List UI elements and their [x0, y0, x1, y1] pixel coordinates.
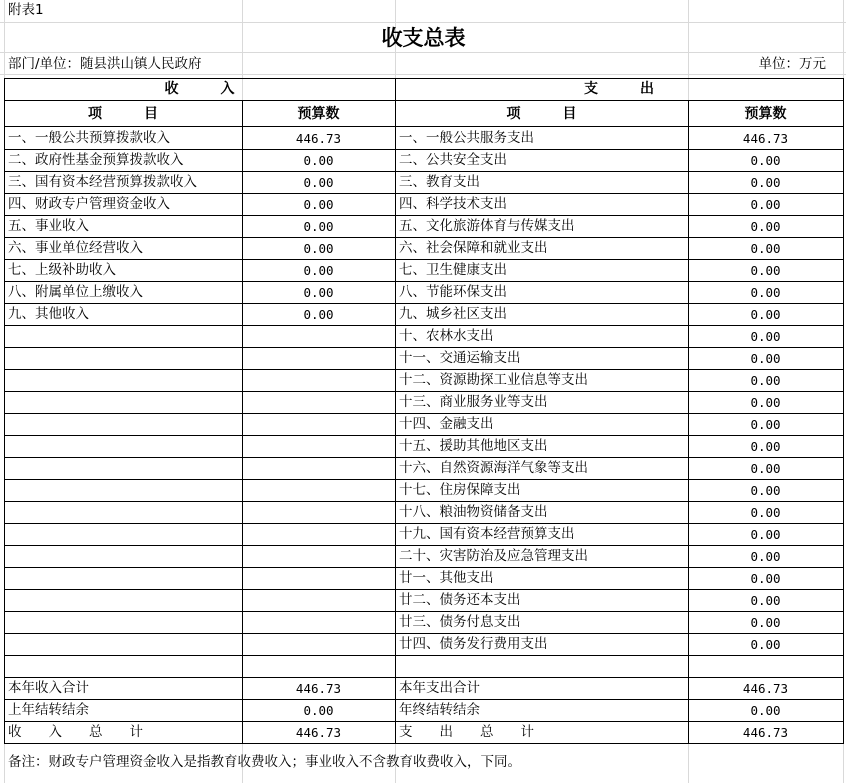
row-border — [4, 501, 843, 502]
income-value — [242, 370, 395, 392]
income-header: 收 入 — [164, 81, 235, 97]
expense-value: 0.00 — [750, 526, 781, 542]
income-item — [4, 370, 242, 392]
row-border — [4, 391, 843, 392]
expense-value: 0.00 — [750, 416, 781, 432]
expense-value: 0.00 — [750, 504, 781, 520]
expense-value: 0.00 — [750, 262, 781, 278]
income-item — [4, 612, 242, 634]
income-value — [242, 326, 395, 348]
row-border — [4, 281, 843, 282]
header-divider — [4, 100, 843, 101]
expense-item: 廿四、债务发行费用支出 — [399, 636, 548, 653]
expense-item: 八、节能环保支出 — [399, 284, 507, 301]
income-value — [242, 348, 395, 370]
row-border — [4, 347, 843, 348]
row-border — [4, 413, 843, 414]
income-item-col: 项 目 — [88, 106, 158, 122]
income-value: 0.00 — [303, 152, 334, 168]
expense-value: 0.00 — [750, 438, 781, 454]
expense-value: 0.00 — [750, 636, 781, 652]
expense-budget-col: 预算数 — [744, 106, 787, 122]
expense-value: 0.00 — [750, 350, 781, 366]
expense-item: 九、城乡社区支出 — [399, 306, 507, 323]
income-value: 446.73 — [295, 130, 342, 146]
income-value — [242, 392, 395, 414]
expense-value: 0.00 — [750, 196, 781, 212]
row-border — [4, 325, 843, 326]
expense-value: 0.00 — [750, 592, 781, 608]
income-item: 三、国有资本经营预算拨款收入 — [8, 174, 197, 191]
expense-item: 支 出 总 计 — [399, 724, 534, 741]
expense-item-col: 项 目 — [506, 106, 577, 122]
income-item — [4, 546, 242, 568]
expense-value: 0.00 — [750, 328, 781, 344]
expense-item: 十六、自然资源海洋气象等支出 — [399, 460, 588, 477]
expense-item: 十五、援助其他地区支出 — [399, 438, 548, 455]
row-border — [4, 589, 843, 590]
income-item — [4, 326, 242, 348]
income-item — [4, 458, 242, 480]
expense-value: 446.73 — [742, 130, 789, 146]
income-item — [4, 502, 242, 524]
row-border — [4, 171, 843, 172]
row-border — [4, 149, 843, 150]
row-border — [4, 237, 843, 238]
row-border — [4, 303, 843, 304]
expense-value: 446.73 — [742, 680, 789, 696]
expense-item: 三、教育支出 — [399, 174, 480, 191]
expense-value: 0.00 — [750, 284, 781, 300]
income-item: 六、事业单位经营收入 — [8, 240, 143, 257]
income-value: 0.00 — [303, 702, 334, 718]
row-border — [4, 655, 843, 656]
income-item — [4, 524, 242, 546]
row-border — [4, 479, 843, 480]
income-value — [242, 612, 395, 634]
row-border — [4, 699, 843, 700]
income-value — [242, 546, 395, 568]
income-value: 0.00 — [303, 262, 334, 278]
expense-item: 十四、金融支出 — [399, 416, 494, 433]
income-item: 本年收入合计 — [8, 680, 89, 697]
income-value — [242, 458, 395, 480]
expense-value: 0.00 — [750, 548, 781, 564]
income-item — [4, 590, 242, 612]
expense-value: 446.73 — [742, 724, 789, 740]
expense-value: 0.00 — [750, 218, 781, 234]
income-value: 0.00 — [303, 218, 334, 234]
income-value — [242, 634, 395, 656]
income-value — [242, 414, 395, 436]
table-top-border — [4, 78, 843, 79]
income-item: 四、财政专户管理资金收入 — [8, 196, 170, 213]
column-border — [395, 78, 396, 744]
income-item: 一、一般公共预算拨款收入 — [8, 130, 170, 147]
income-item: 八、附属单位上缴收入 — [8, 284, 143, 301]
header-bottom-border — [4, 126, 843, 127]
expense-value: 0.00 — [750, 174, 781, 190]
expense-item: 年终结转结余 — [399, 702, 480, 719]
row-border — [4, 369, 843, 370]
income-item — [4, 436, 242, 458]
expense-item: 廿二、债务还本支出 — [399, 592, 521, 609]
income-item: 二、政府性基金预算拨款收入 — [8, 152, 184, 169]
expense-header: 支 出 — [584, 81, 654, 97]
income-value — [242, 480, 395, 502]
income-value: 446.73 — [295, 724, 342, 740]
income-value: 0.00 — [303, 284, 334, 300]
expense-value: 0.00 — [750, 394, 781, 410]
expense-value: 0.00 — [750, 702, 781, 718]
income-value — [242, 656, 395, 678]
unit-label: 单位：万元 — [758, 56, 826, 73]
page-title: 收支总表 — [381, 25, 466, 50]
income-item — [4, 348, 242, 370]
row-border — [4, 259, 843, 260]
income-value: 446.73 — [295, 680, 342, 696]
income-item — [4, 480, 242, 502]
expense-value: 0.00 — [750, 152, 781, 168]
income-item: 五、事业收入 — [8, 218, 89, 235]
expense-item — [395, 656, 688, 678]
expense-item: 十八、粮油物资储备支出 — [399, 504, 548, 521]
expense-item: 二、公共安全支出 — [399, 152, 507, 169]
expense-value: 0.00 — [750, 614, 781, 630]
income-value — [242, 502, 395, 524]
column-border — [843, 78, 844, 744]
expense-item: 一、一般公共服务支出 — [399, 130, 534, 147]
column-border — [242, 100, 243, 744]
income-item — [4, 656, 242, 678]
column-border — [688, 100, 689, 744]
income-value — [242, 590, 395, 612]
expense-item: 六、社会保障和就业支出 — [399, 240, 548, 257]
row-border — [4, 193, 843, 194]
row-border — [4, 457, 843, 458]
dept-label: 部门/单位：随县洪山镇人民政府 — [8, 56, 202, 73]
income-item: 收 入 总 计 — [8, 724, 143, 741]
expense-value: 0.00 — [750, 240, 781, 256]
expense-item: 十九、国有资本经营预算支出 — [399, 526, 575, 543]
expense-item: 七、卫生健康支出 — [399, 262, 507, 279]
row-border — [4, 215, 843, 216]
income-item — [4, 634, 242, 656]
income-value — [242, 436, 395, 458]
income-value: 0.00 — [303, 306, 334, 322]
column-border — [4, 78, 5, 744]
row-border — [4, 611, 843, 612]
expense-item: 十一、交通运输支出 — [399, 350, 521, 367]
expense-item: 十三、商业服务业等支出 — [399, 394, 548, 411]
expense-item: 廿三、债务付息支出 — [399, 614, 521, 631]
income-item: 七、上级补助收入 — [8, 262, 116, 279]
expense-item: 廿一、其他支出 — [399, 570, 494, 587]
expense-value: 0.00 — [750, 570, 781, 586]
expense-value — [688, 656, 843, 678]
expense-item: 十二、资源勘探工业信息等支出 — [399, 372, 588, 389]
expense-value: 0.00 — [750, 482, 781, 498]
expense-item: 十、农林水支出 — [399, 328, 494, 345]
expense-value: 0.00 — [750, 460, 781, 476]
expense-item: 十七、住房保障支出 — [399, 482, 521, 499]
row-border — [4, 743, 843, 744]
income-item — [4, 392, 242, 414]
row-border — [4, 677, 843, 678]
income-item: 九、其他收入 — [8, 306, 89, 323]
income-value — [242, 568, 395, 590]
row-border — [4, 721, 843, 722]
income-item: 上年结转结余 — [8, 702, 89, 719]
expense-item: 四、科学技术支出 — [399, 196, 507, 213]
expense-item: 五、文化旅游体育与传媒支出 — [399, 218, 575, 235]
row-border — [4, 567, 843, 568]
income-value: 0.00 — [303, 240, 334, 256]
row-border — [4, 435, 843, 436]
expense-item: 二十、灾害防治及应急管理支出 — [399, 548, 588, 565]
row-border — [4, 633, 843, 634]
expense-value: 0.00 — [750, 372, 781, 388]
expense-value: 0.00 — [750, 306, 781, 322]
income-item — [4, 568, 242, 590]
income-value: 0.00 — [303, 174, 334, 190]
income-budget-col: 预算数 — [297, 106, 340, 122]
row-border — [4, 545, 843, 546]
row-border — [4, 523, 843, 524]
income-value — [242, 524, 395, 546]
sheet-tag: 附表1 — [8, 2, 44, 19]
footnote: 备注：财政专户管理资金收入是指教育收费收入；事业收入不含教育收费收入，下同。 — [8, 754, 521, 771]
expense-item: 本年支出合计 — [399, 680, 480, 697]
income-value: 0.00 — [303, 196, 334, 212]
income-item — [4, 414, 242, 436]
